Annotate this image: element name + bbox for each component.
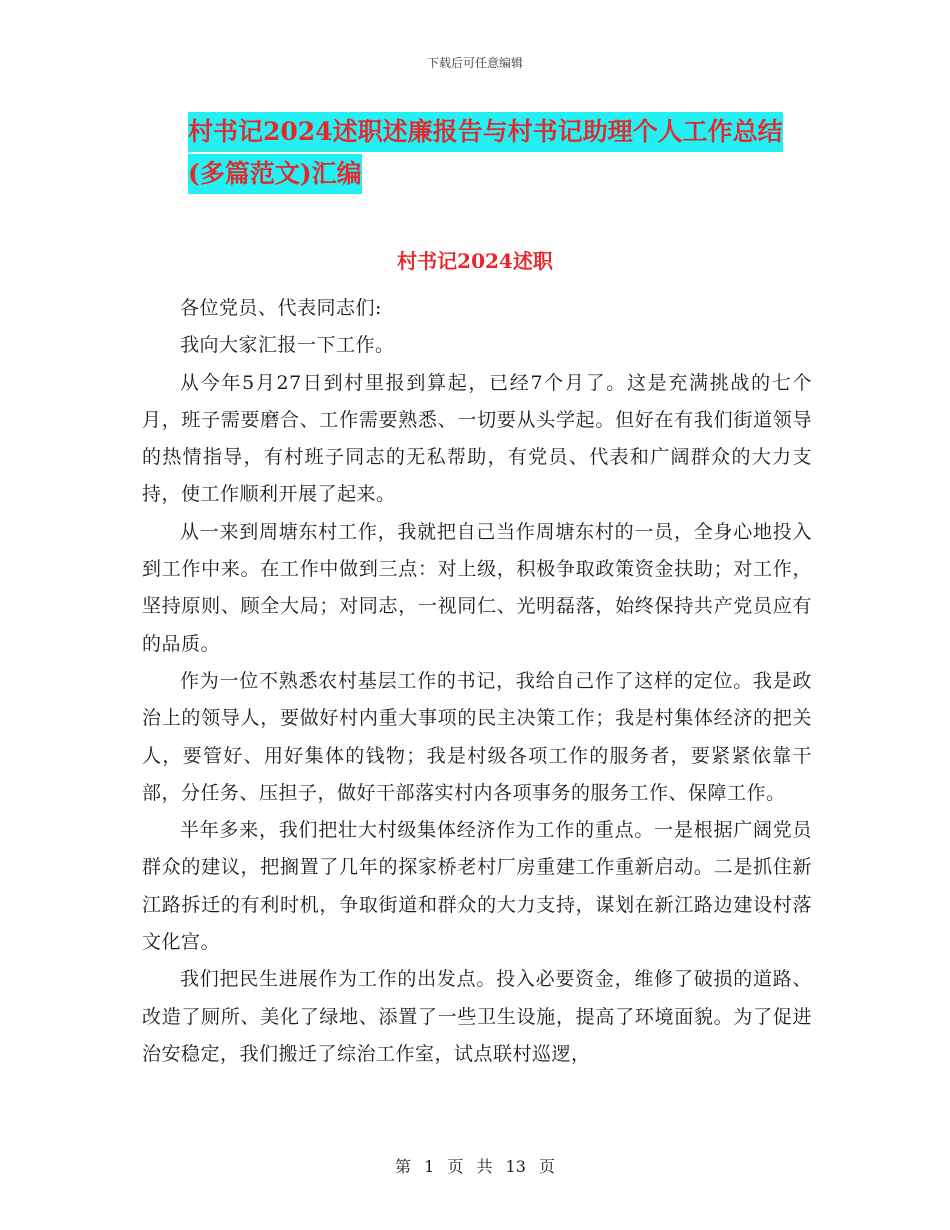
title-line-1: 村书记2024述职述廉报告与村书记助理个人工作总结 [188,112,783,152]
document-title [142,112,822,194]
paragraph: 我向大家汇报一下工作。 [180,334,395,357]
body-text [142,290,812,1073]
paragraph: 作为一位不熟悉农村基层工作的书记，我给自己作了这样的定位。我是政治上的领导人，要做好村内重大事项的民主决策工作；我是村集体经济的把关人，要管好、用好集体的钱物；我是村级各项工作的服务者，要紧紧依靠干部，分任务、压担子，做好干部落实村内各项事务的服务工作、保障工作。 [142,669,812,804]
paragraph: 从一来到周塘东村工作，我就把自己当作周塘东村的一员，全身心地投入到工作中来。在工作中做到三点：对上级，积极争取政策资金扶助；对工作，坚持原则、顾全大局；对同志，一视同仁、光明磊落，始终保持共产党员应有的品质。 [142,520,812,655]
title-line-2: (多篇范文)汇编 [188,154,362,194]
section-heading: 村书记2024述职 [397,249,553,273]
paragraph: 各位党员、代表同志们: [180,297,382,319]
paragraph: 我们把民生进展作为工作的出发点。投入必要资金，维修了破损的道路、改造了厕所、美化了绿地、添置了一些卫生设施，提高了环境面貌。为了促进治安稳定，我们搬迁了综治工作室，试点联村巡逻， [142,968,812,1065]
paragraph: 从今年5月27日到村里报到算起，已经7个月了。这是充满挑战的七个月，班子需要磨合、工作需要熟悉、一切要从头学起。但好在有我们街道领导的热情指导，有村班子同志的无私帮助，有党员、代表和广阔群众的大力支持，使工作顺利开展了起来。 [142,371,812,506]
header-note: 下载后可任意编辑 [426,56,523,70]
paragraph: 半年多来，我们把壮大村级集体经济作为工作的重点。一是根据广阔党员群众的建议，把搁置了几年的探家桥老村厂房重建工作重新启动。二是抓住新江路拆迁的有利时机，争取街道和群众的大力支持，谋划在新江路边建设村落文化宫。 [142,819,812,954]
page-footer: 第 1 页 共 13 页 [395,1157,555,1176]
